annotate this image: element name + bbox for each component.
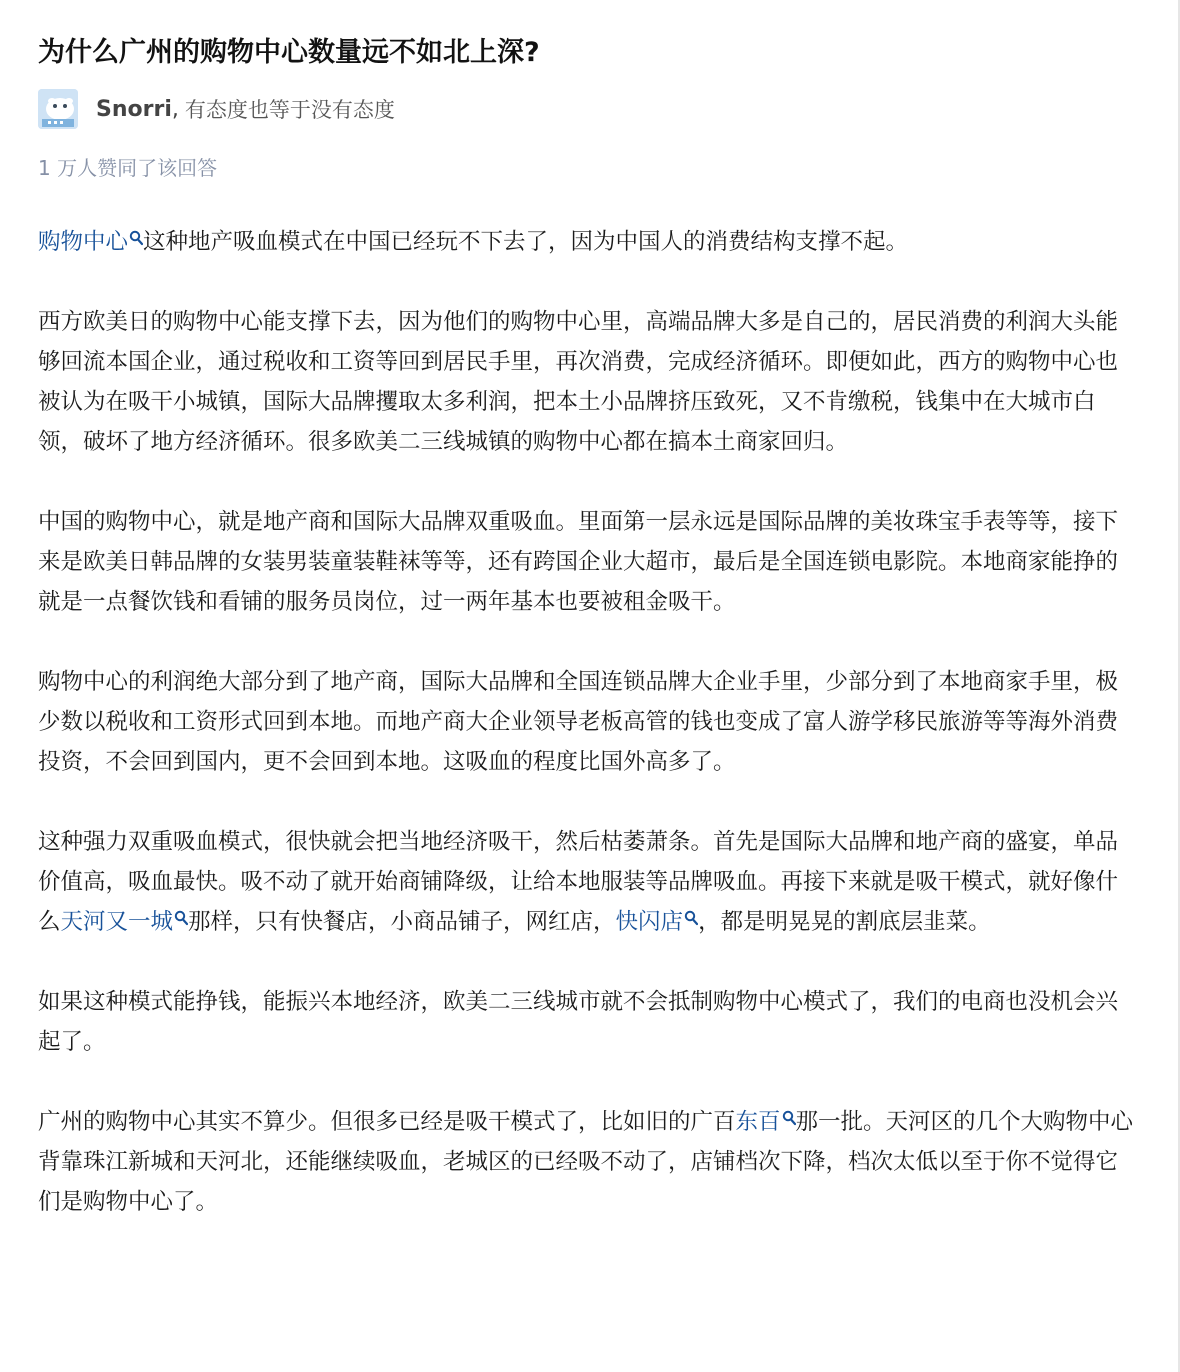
paragraph-5 (38, 822, 1138, 942)
link-shopping-center[interactable] (38, 229, 143, 255)
paragraph-4: 购物中心的利润绝大部分到了地产商，国际大品牌和全国连锁品牌大企业手里，少部分到了本地商家手里，极少数以税收和工资形式回到本地。而地产商大企业领导老板高管的钱也变成了富人游学移民旅游等等海外消费投资，不会回到国内，更不会回到本地。这吸血的程度比国外高多了。 (38, 669, 1119, 775)
search-icon (174, 910, 188, 926)
author-info (38, 88, 395, 130)
link-text: 购物中心 (38, 229, 129, 255)
link-text: 快闪店 (615, 909, 684, 935)
answer-content (38, 222, 1138, 1262)
link-tianhe-youyicheng[interactable] (61, 909, 189, 935)
paragraph-text: ，都是明晃晃的割底层韭菜。 (698, 909, 991, 935)
paragraph-text: 那一批。天河区的几个大购物中心背靠珠江新城和天河北，还能继续吸血，老城区的已经吸不动了，店铺档次下降，档次太低以至于你不觉得它们是购物中心了。 (38, 1109, 1134, 1215)
paragraph-7 (38, 1102, 1138, 1222)
avatar-image-icon (38, 89, 78, 129)
question-title[interactable]: 为什么广州的购物中心数量远不如北上深? (38, 37, 540, 68)
search-icon (129, 230, 143, 246)
paragraph-text: 这种地产吸血模式在中国已经玩不下去了，因为中国人的消费结构支撑不起。 (143, 229, 909, 255)
paragraph-2: 西方欧美日的购物中心能支撑下去，因为他们的购物中心里，高端品牌大多是自己的，居民消费的利润大头能够回流本国企业，通过税收和工资等回到居民手里，再次消费，完成经济循环。即便如此，西方的购物中心也被认为在吸干小城镇，国际大品牌攫取太多利润，把本土小品牌挤压致死，又不肯缴税，钱集中在大城市白领，破坏了地方经济循环。很多欧美二三线城镇的购物中心都在搞本土商家回归。 (38, 309, 1119, 455)
vote-count: 1 万人赞同了该回答 (38, 156, 218, 180)
author-headline: 有态度也等于没有态度 (184, 98, 395, 122)
search-icon (782, 1110, 796, 1126)
link-dongbai[interactable] (736, 1109, 796, 1135)
paragraph-6: 如果这种模式能挣钱，能振兴本地经济，欧美二三线城市就不会抵制购物中心模式了，我们的电商也没机会兴起了。 (38, 989, 1119, 1055)
author-name[interactable]: Snorri (96, 96, 172, 122)
paragraph-1 (38, 222, 1138, 262)
search-icon (684, 910, 698, 926)
paragraph-3: 中国的购物中心，就是地产商和国际大品牌双重吸血。里面第一层永远是国际品牌的美妆珠宝手表等等，接下来是欧美日韩品牌的女装男装童装鞋袜等等，还有跨国企业大超市，最后是全国连锁电影院。本地商家能挣的就是一点餐饮钱和看铺的服务员岗位，过一两年基本也要被租金吸干。 (38, 509, 1119, 615)
link-pop-up-store[interactable] (616, 909, 699, 935)
paragraph-text: 那样，只有快餐店，小商品铺子，网红店， (188, 909, 616, 935)
link-text: 天河又一城 (60, 909, 174, 935)
link-text: 东百 (735, 1109, 781, 1135)
author-avatar[interactable] (38, 89, 78, 129)
author-separator: , (171, 96, 179, 122)
paragraph-text: 这种强力双重吸血模式，很快就会把当地经济吸干，然后枯萎萧条。首先是国际大品牌和地产商的盛宴，单品价值高，吸血最快。吸不动了就开始商铺降级，让给本地服装等品牌吸血。再接下来就是吸干模式，就好像什么 (38, 829, 1119, 935)
paragraph-text: 广州的购物中心其实不算少。但很多已经是吸干模式了，比如旧的广百 (38, 1109, 736, 1135)
